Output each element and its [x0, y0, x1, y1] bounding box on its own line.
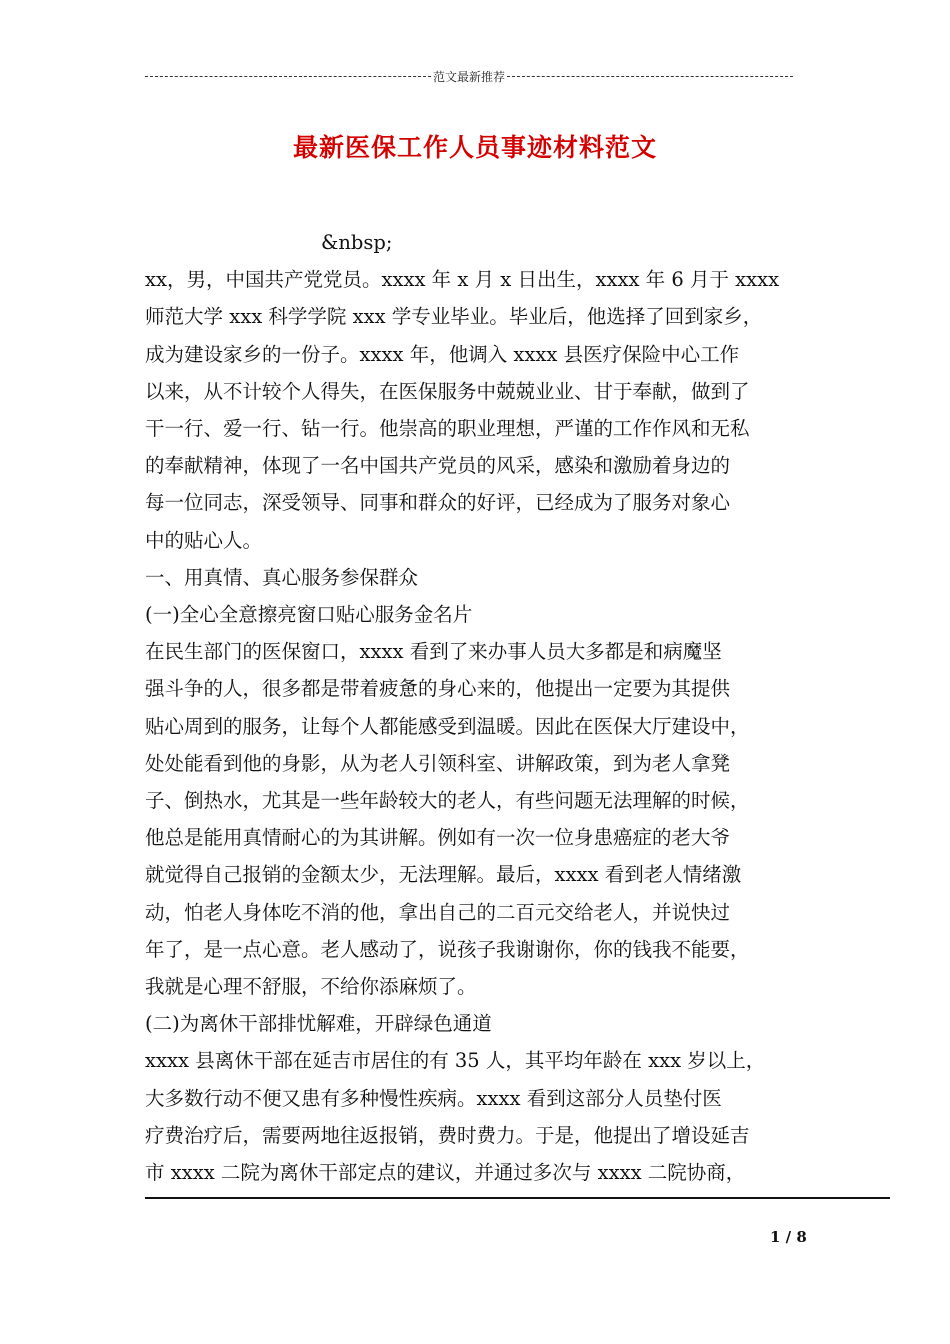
body-line: 处处能看到他的身影，从为老人引领科室、讲解政策，到为老人拿凳	[145, 751, 731, 775]
body-line: 我就是心理不舒服，不给你添麻烦了。	[145, 975, 477, 999]
body-line: 成为建设家乡的一份子。xxxx 年，他调入 xxxx 县医疗保险中心工作	[145, 342, 740, 366]
page-number: 1 / 8	[770, 1228, 807, 1246]
body-line: &nbsp;	[321, 231, 393, 254]
page-header	[145, 66, 793, 86]
body-line: 的奉献精神，体现了一名中国共产党员的风采，感染和激励着身边的	[145, 454, 731, 478]
body-line: 强斗争的人，很多都是带着疲惫的身心来的，他提出一定要为其提供	[145, 677, 731, 701]
body-line: 贴心周到的服务，让每个人都能感受到温暖。因此在医保大厅建设中，	[145, 714, 750, 738]
body-line: 动，怕老人身体吃不消的他，拿出自己的二百元交给老人，并说快过	[145, 900, 731, 924]
body-line: xx，男，中国共产党党员。xxxx 年 x 月 x 日出生，xxxx 年 6 月于 xxxx	[145, 268, 780, 292]
body-line: 子、倒热水，尤其是一些年龄较大的老人，有些问题无法理解的时候，	[145, 789, 750, 813]
body-line: 在民生部门的医保窗口，xxxx 看到了来办事人员大多都是和病魔坚	[145, 640, 722, 664]
body-line: 市 xxxx 二院为离休干部定点的建议，并通过多次与 xxxx 二院协商，	[145, 1161, 746, 1185]
body-line: 他总是能用真情耐心的为其讲解。例如有一次一位身患癌症的老大爷	[145, 826, 731, 850]
body-line: 以来，从不计较个人得失，在医保服务中兢兢业业、甘于奉献，做到了	[145, 379, 750, 403]
header-dash-left	[145, 76, 431, 77]
header-label: 范文最新推荐	[433, 69, 506, 84]
body-line: xxxx 县离休干部在延吉市居住的有 35 人，其平均年龄在 xxx 岁以上，	[145, 1049, 766, 1073]
body-line: 中的贴心人。	[145, 528, 263, 552]
body-line: 疗费治疗后，需要两地往返报销，费时费力。于是，他提出了增设延吉	[145, 1123, 750, 1147]
body-line: 年了，是一点心意。老人感动了，说孩子我谢谢你，你的钱我不能要，	[145, 937, 750, 961]
footer-rule	[145, 1197, 890, 1199]
body-line: 就觉得自己报销的金额太少，无法理解。最后，xxxx 看到老人情绪激	[145, 863, 742, 887]
section-heading: 一、用真情、真心服务参保群众	[145, 565, 419, 589]
body-line: 干一行、爱一行、钻一行。他崇高的职业理想，严谨的工作作风和无私	[145, 417, 750, 441]
subsection-heading: (一)全心全意擦亮窗口贴心服务金名片	[145, 603, 473, 627]
body-line: 大多数行动不便又患有多种慢性疾病。xxxx 看到这部分人员垫付医	[145, 1086, 722, 1110]
subsection-heading: (二)为离休干部排忧解难，开辟绿色通道	[145, 1012, 492, 1036]
body-line: 每一位同志，深受领导、同事和群众的好评，已经成为了服务对象心	[145, 491, 731, 515]
document-title: 最新医保工作人员事迹材料范文	[292, 133, 657, 162]
header-dash-right	[507, 76, 793, 77]
body-line: 师范大学 xxx 科学学院 xxx 学专业毕业。毕业后，他选择了回到家乡，	[145, 305, 763, 329]
document-body	[145, 224, 810, 1191]
